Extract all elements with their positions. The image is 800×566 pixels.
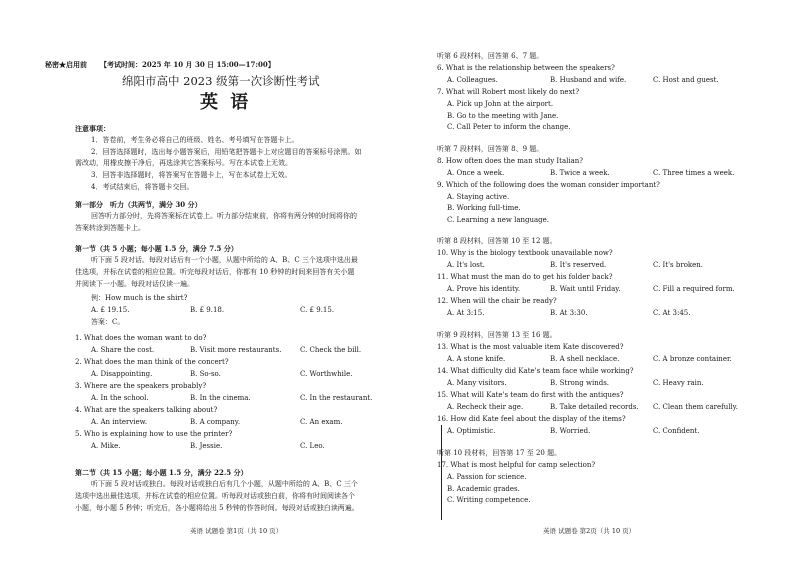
- notes-item: 2．回答选择题时，选出每小题答案后，用铅笔把答题卡上对应题目的答案标号涂黑。如: [91, 148, 362, 156]
- question-stem: 12. When will the chair be ready?: [437, 297, 557, 305]
- answer-option: C. It's broken.: [653, 261, 704, 269]
- notes-item: 3．回答非选择题时，将答案写在答题卡上，写在本试卷上无效。: [91, 171, 292, 179]
- example-answer: 答案：C。: [91, 318, 125, 326]
- answer-option: A. An interview.: [91, 418, 148, 426]
- answer-option: B. Husband and wife.: [550, 76, 627, 84]
- answer-option: C. Learning a new language.: [447, 215, 550, 224]
- answer-option: A. Disappointing.: [91, 370, 153, 378]
- example-option: B. £ 9.18.: [190, 306, 225, 314]
- section2-intro: 选项中选出最佳选项，并标在试卷的相应位置。听每段对话或独白前，你将有时间阅读各个: [75, 492, 355, 500]
- example-option: C. £ 9.15.: [300, 306, 335, 314]
- part1-heading: 第一部分 听力（共两节，满分 30 分）: [75, 200, 202, 209]
- confidential-mark: 秘密★启用前: [45, 60, 87, 69]
- question-stem: 11. What must the man do to get his folder back?: [437, 273, 613, 281]
- answer-option: A. Share the cost.: [91, 346, 155, 354]
- answer-option: C. Host and guest.: [653, 76, 719, 84]
- answer-option: A. In the school.: [91, 394, 149, 402]
- notes-item: 需改动，用橡皮擦干净后，再选涂其它答案标号。写在本试卷上无效。: [75, 159, 292, 167]
- answer-option: A. It's lost.: [447, 261, 485, 269]
- answer-option: A. A stone knife.: [447, 355, 506, 363]
- part1-intro: 答案转涂到答题卡上。: [75, 224, 145, 232]
- answer-option: B. Jessie.: [190, 442, 223, 450]
- answer-option: B. At 3:30.: [550, 309, 588, 317]
- question-stem: 6. What is the relationship between the speakers?: [437, 64, 615, 72]
- section1-intro: 佳选项，并标在试卷的相应位置。听完每段对话后，你都有 10 秒钟的时间来回答有关小题: [75, 268, 355, 276]
- answer-option: B. A shell necklace.: [550, 355, 620, 363]
- answer-option: C. An exam.: [300, 418, 343, 426]
- question-stem: 8. How often does the man study Italian?: [437, 156, 584, 165]
- question-stem: 16. How did Kate feel about the display of the items?: [437, 415, 626, 423]
- answer-option: B. Go to the meeting with Jane.: [447, 111, 559, 120]
- question-stem: 3. Where are the speakers probably?: [75, 382, 207, 390]
- example-question: 例：How much is the shirt?: [91, 294, 188, 302]
- answer-option: A. Once a week.: [447, 168, 505, 177]
- section1-intro: 并阅读下一小题。每段对话仅读一遍。: [75, 280, 194, 288]
- question-stem: 7. What will Robert most likely do next?: [437, 88, 580, 96]
- page-footer: 英语 试题卷 第1页（共 10 页）: [190, 527, 283, 535]
- question-stem: 14. What difficulty did Kate's team face while working?: [437, 367, 634, 375]
- answer-option: C. Heavy rain.: [653, 379, 704, 387]
- notes-heading: 注意事项：: [75, 124, 110, 133]
- page-footer: 英语 试题卷 第2页（共 10 页）: [543, 527, 636, 535]
- answer-option: C. Clean them carefully.: [653, 403, 738, 411]
- question-stem: 15. What will Kate's team do first with the antiques?: [437, 391, 624, 399]
- answer-option: B. Worried.: [550, 427, 591, 435]
- listening-group-heading: 听第 6 段材料，回答第 6、7 题。: [437, 52, 544, 60]
- answer-option: A. Pick up John at the airport.: [447, 100, 554, 108]
- answer-option: A. Passion for science.: [447, 473, 527, 481]
- answer-option: C. Worthwhile.: [300, 370, 353, 378]
- answer-option: B. Academic grades.: [447, 484, 520, 493]
- question-stem: 1. What does the woman want to do?: [75, 334, 207, 342]
- answer-option: B. It's reserved.: [550, 261, 607, 269]
- answer-option: A. Mike.: [91, 442, 121, 450]
- part1-intro: 回答听力部分时，先将答案标在试卷上。听力部分结束前，你将有两分钟的时间将你的: [91, 212, 357, 220]
- answer-option: C. Call Peter to inform the change.: [447, 123, 571, 131]
- answer-option: B. Visit more restaurants.: [190, 346, 282, 354]
- question-stem: 9. Which of the following does the woman consider important?: [437, 180, 660, 189]
- notes-item: 1．答卷前，考生务必将自己的班级、姓名、考号填写在答题卡上。: [91, 136, 299, 144]
- answer-option: A. Recheck their age.: [447, 403, 524, 411]
- answer-option: B. Twice a week.: [550, 168, 610, 177]
- exam-time: 【考试时间：2025 年 10 月 30 日 15:00—17:00】: [100, 60, 275, 69]
- notes-item: 4．考试结束后，将答题卡交回。: [91, 183, 194, 191]
- answer-option: B. Working full-time.: [447, 204, 521, 212]
- answer-option: B. A company.: [190, 418, 241, 426]
- answer-option: C. At 3:45.: [653, 309, 691, 317]
- answer-option: B. So-so.: [190, 370, 221, 378]
- answer-option: A. Optimistic.: [447, 427, 496, 435]
- example-option: A. £ 19.15.: [91, 306, 130, 314]
- section2-heading: 第二节（共 15 小题；每小题 1.5 分，满分 22.5 分）: [75, 468, 248, 477]
- exam-page-2: [420, 0, 800, 566]
- answer-option: A. Colleagues.: [447, 76, 498, 84]
- exam-title: 绵阳市高中 2023 级第一次诊断性考试: [122, 74, 320, 88]
- section2-intro: 听下面 5 段对话或独白。每段对话或独白后有几个小题，从题中所给的 A、B、C 三个: [91, 480, 358, 488]
- question-stem: 5. Who is explaining how to use the printer?: [75, 430, 233, 438]
- answer-option: C. Leo.: [300, 442, 325, 450]
- section1-heading: 第一节（共 5 小题；每小题 1.5 分，满分 7.5 分）: [75, 244, 238, 253]
- question-stem: 17. What is most helpful for camp selection?: [437, 461, 596, 469]
- question-stem: 10. Why is the biology textbook unavailable now?: [437, 249, 613, 257]
- question-stem: 4. What are the speakers talking about?: [75, 406, 218, 414]
- answer-option: C. Writing competence.: [447, 496, 531, 504]
- listening-group-heading: 听第 9 段材料，回答第 13 至 16 题。: [437, 331, 557, 339]
- answer-option: B. In the cinema.: [190, 394, 251, 402]
- answer-option: B. Wait until Friday.: [550, 285, 621, 293]
- answer-option: C. A bronze container.: [653, 355, 732, 363]
- question-stem: 2. What does the man think of the concert?: [75, 358, 229, 366]
- answer-option: C. In the restaurant.: [300, 394, 373, 402]
- answer-option: A. Many visitors.: [447, 379, 507, 387]
- answer-option: A. Staying active.: [447, 192, 510, 201]
- listening-group-heading: 听第 7 段材料，回答第 8、9 题。: [437, 144, 544, 153]
- answer-option: C. Fill a required form.: [653, 285, 735, 293]
- answer-option: B. Strong winds.: [550, 379, 610, 387]
- subject-title: 英 语: [200, 92, 252, 113]
- section2-intro: 小题，每小题 5 秒钟；听完后，各小题将给出 5 秒钟的作答时间。每段对话或独白读两遍。: [75, 504, 359, 512]
- answer-option: C. Check the bill.: [300, 346, 362, 354]
- question-stem: 13. What is the most valuable item Kate discovered?: [437, 343, 624, 351]
- listening-group-heading: 听第 8 段材料，回答第 10 至 12 题。: [437, 237, 557, 245]
- answer-option: A. Prove his identity.: [447, 285, 521, 293]
- answer-option: B. Take detailed records.: [550, 403, 639, 411]
- answer-option: C. Three times a week.: [653, 168, 735, 177]
- section1-intro: 听下面 5 段对话。每段对话后有一个小题，从题中所给的 A、B、C 三个选项中选出最: [91, 256, 358, 264]
- listening-group-heading: 听第 10 段材料，回答第 17 至 20 题。: [437, 449, 562, 457]
- answer-option: A. At 3:15.: [447, 309, 485, 317]
- answer-option: C. Confident.: [653, 427, 700, 435]
